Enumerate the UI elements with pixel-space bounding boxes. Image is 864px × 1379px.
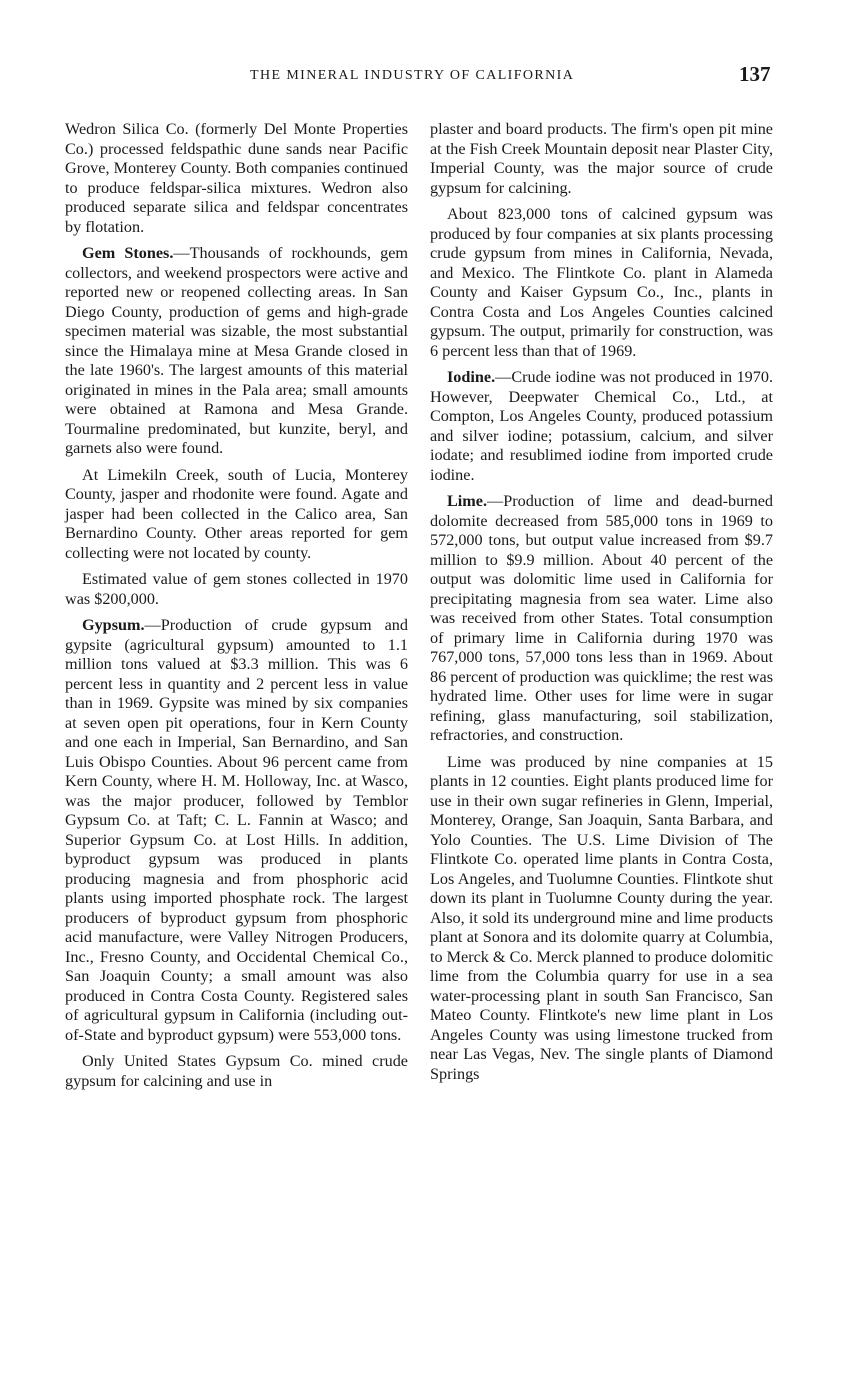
paragraph-text: —Thousands of rockhounds, gem collectors, and weekend prospectors were active and reported new or reopened collecting areas. In San Diego County, production of gems and high-grade specimen material was sizable, the most substantial since the Himalaya mine at Mesa Grande closed in the late 1960's. The largest amounts of this material originated in mines in the Pala area; small amounts were obtained at Ramona and Mesa Grande. Tourmaline predominated, but kunzite, beryl, and garnets also were found. (65, 244, 409, 457)
section-heading-iodine: Iodine. (447, 368, 496, 386)
running-title: THE MINERAL INDUSTRY OF CALIFORNIA (250, 68, 575, 83)
page-number: 137 (739, 62, 771, 86)
paragraph-text: About 823,000 tons of calcined gypsum was produced by four companies at six plants processing crude gypsum from mines in California, Nevada, and Mexico. The Flintkote Co. plant in Alameda County and Kaiser Gypsum Co., Inc., plants in Contra Costa and Los Angeles Counties calcined gypsum. The output, primarily for construction, was 6 percent less than that of 1969. (430, 205, 773, 360)
running-head (0, 62, 864, 92)
paragraph-text: plaster and board products. The firm's open pit mine at the Fish Creek Mountain deposit near Plaster City, Imperial County, was the major source of crude gypsum for calcining. (430, 120, 773, 197)
paragraph-text: —Production of lime and dead-burned dolomite decreased from 585,000 tons in 1969 to 572,000 tons, but output value increased from $9.7 million to $9.9 million. About 40 percent of the output was dolomitic lime used in California for precipitating magnesia from sea water. Lime also was received from other States. Total consumption of primary lime in California during 1970 was 767,000 tons, 57,000 tons less than in 1969. About 86 percent of production was quicklime; the rest was hydrated lime. Other uses for lime were in sugar refining, glass manufacturing, soil stabilization, refractories, and construction. (430, 492, 773, 744)
right-column (430, 120, 773, 1084)
paragraph-text: Wedron Silica Co. (formerly Del Monte Properties Co.) processed feldspathic dune sands near Pacific Grove, Monterey County. Both companies continued to produce feldspar-silica mixtures. Wedron also produced separate silica and feldspar concentrates by flotation. (65, 120, 408, 236)
paragraph-gem-stones (65, 244, 408, 459)
paragraph-feldspar-continued (65, 120, 408, 237)
paragraph-lime-producers (430, 753, 773, 1085)
paragraph-limekiln-creek (65, 466, 408, 564)
paragraph-lime (430, 492, 773, 746)
paragraph-text: At Limekiln Creek, south of Lucia, Monterey County, jasper and rhodonite were found. Agate and jasper had been collected in the Calico area, San Bernardino County. Other areas reported for gem collecting were not located by county. (65, 465, 408, 562)
section-heading-lime: Lime. (447, 492, 488, 510)
paragraph-text: Estimated value of gem stones collected in 1970 was $200,000. (65, 570, 408, 608)
paragraph-gypsum-continued (430, 120, 773, 198)
paragraph-text: Only United States Gypsum Co. mined crude gypsum for calcining and use in (65, 1052, 408, 1090)
paragraph-us-gypsum (65, 1052, 408, 1091)
paragraph-text: —Production of crude gypsum and gypsite (agricultural gypsum) amounted to 1.1 million tons valued at $3.3 million. This was 6 percent less in quantity and 2 percent less in value than in 1969. Gypsite was mined by six companies at seven open pit operations, four in Kern County and one each in Imperial, San Bernardino, and San Luis Obispo Counties. About 96 percent came from Kern County, where H. M. Holloway, Inc. at Wasco, was the major producer, followed by Temblor Gypsum Co. at Taft; C. L. Fannin at Wasco; and Superior Gypsum Co. at Lost Hills. In addition, byproduct gypsum was produced in plants producing magnesia and from phosphoric acid plants using imported phosphate rock. The largest producers of byproduct gypsum from phosphoric acid manufacture, were Valley Nitrogen Producers, Inc., Fresno County, and Occidental Chemical Co., San Joaquin County; a small amount was also produced in Contra Costa County. Registered sales of agricultural gypsum in California (including out-of-State and byproduct gypsum) were 553,000 tons. (65, 616, 408, 1044)
section-heading-gypsum: Gypsum. (82, 616, 145, 634)
paragraph-text: —Crude iodine was not produced in 1970. However, Deepwater Chemical Co., Ltd., at Compton, Los Angeles County, produced potassium and silver iodine; potassium, calcium, and silver iodate; and resublimed iodine from imported crude iodine. (430, 368, 773, 484)
paragraph-text: Lime was produced by nine companies at 15 plants in 12 counties. Eight plants produced lime for use in their own sugar refineries in Glenn, Imperial, Monterey, Orange, San Joaquin, Santa Barbara, and Yolo Counties. The U.S. Lime Division of The Flintkote Co. operated lime plants in Contra Costa, Los Angeles, and Tuolumne Counties. Flintkote shut down its plant in Tuolumne County during the year. Also, it sold its underground mine and lime products plant at Sonora and its dolomite quarry at Columbia, to Merck & Co. Merck planned to produce dolomitic lime from the Columbia quarry for use in a sea water-processing plant in south San Francisco, San Mateo County. Flintkote's new lime plant in Los Angeles County was using limestone trucked from near Las Vegas, Nev. The single plants of Diamond Springs (430, 752, 774, 1083)
paragraph-gypsum (65, 616, 408, 1045)
paragraph-calcined-gypsum (430, 205, 773, 361)
paragraph-iodine (430, 368, 773, 485)
section-heading-gem-stones: Gem Stones. (82, 244, 174, 262)
left-column (65, 120, 408, 1091)
paragraph-gem-value (65, 570, 408, 609)
